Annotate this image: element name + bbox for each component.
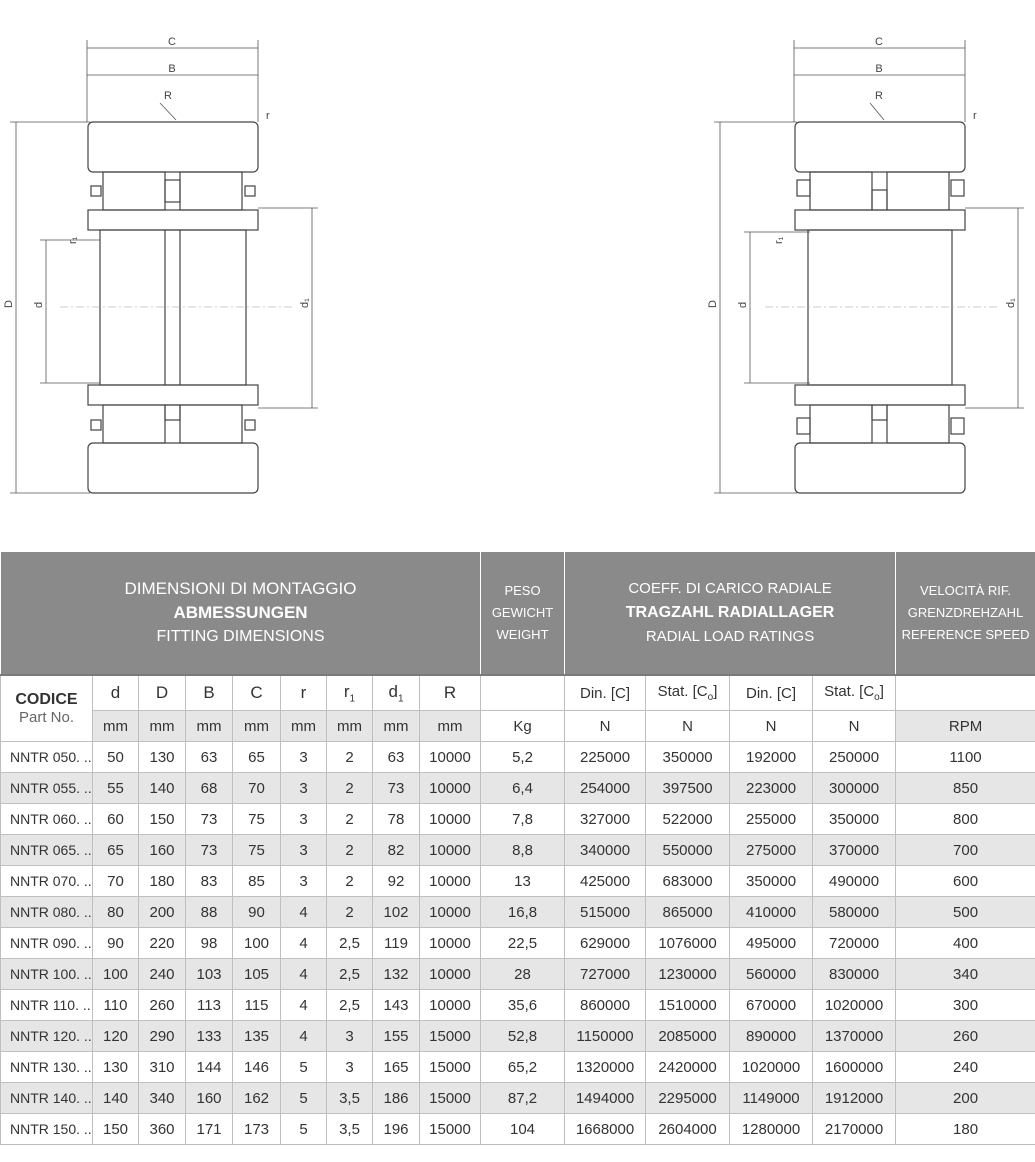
table-row [1,866,1035,897]
dim-label-r1: r₁ [67,236,79,244]
cell-din2: 1020000 [730,1052,813,1083]
cell-code: NNTR 100. .. [1,959,93,990]
unit-r: mm [281,711,327,742]
cell-speed: 300 [896,990,1035,1021]
cell-weight: 7,8 [481,804,565,835]
cell-din2: 255000 [730,804,813,835]
cell-C: 115 [233,990,281,1021]
cell-din1: 254000 [565,773,646,804]
unit-B: mm [186,711,233,742]
cell-d1: 82 [373,835,420,866]
cell-r: 3 [281,804,327,835]
dim-label-C: C [168,36,176,48]
cell-d: 65 [93,835,139,866]
cell-din1: 425000 [565,866,646,897]
cell-C: 146 [233,1052,281,1083]
cell-weight: 16,8 [481,897,565,928]
cell-C: 135 [233,1021,281,1052]
cell-R: 10000 [420,835,481,866]
cell-d1: 78 [373,804,420,835]
dim-label-d1: d₁ [299,298,311,308]
col-header-C: C [233,675,281,711]
cell-C: 65 [233,742,281,773]
dim-label-B: B [875,63,883,75]
cell-d1: 155 [373,1021,420,1052]
table-row [1,928,1035,959]
cell-C: 75 [233,804,281,835]
cell-R: 10000 [420,959,481,990]
cell-speed: 800 [896,804,1035,835]
dim-label-B: B [168,63,176,75]
cell-B: 83 [186,866,233,897]
col-header-stat2-base: Stat. [C [824,683,875,700]
dim-label-d: d [737,301,749,308]
cell-din2: 495000 [730,928,813,959]
group-fitting-dimensions [1,552,481,676]
cell-din1: 340000 [565,835,646,866]
cell-D: 160 [139,835,186,866]
cell-weight: 28 [481,959,565,990]
unit-stat1: N [646,711,730,742]
unit-d: mm [93,711,139,742]
cell-d1: 186 [373,1083,420,1114]
table-row [1,897,1035,928]
cell-speed: 400 [896,928,1035,959]
cell-weight: 6,4 [481,773,565,804]
cell-R: 15000 [420,1114,481,1145]
cell-C: 162 [233,1083,281,1114]
col-header-stat2 [813,675,896,711]
cell-B: 113 [186,990,233,1021]
group-fitting-de: ABMESSUNGEN [173,603,308,622]
table-row [1,773,1035,804]
unit-din1: N [565,711,646,742]
cell-speed: 850 [896,773,1035,804]
cell-code: NNTR 065. .. [1,835,93,866]
cell-r1: 2 [327,804,373,835]
cell-stat2: 830000 [813,959,896,990]
cell-speed: 600 [896,866,1035,897]
col-header-r1-sub: 1 [349,693,356,705]
cell-stat1: 1230000 [646,959,730,990]
cell-din2: 350000 [730,866,813,897]
cell-weight: 35,6 [481,990,565,1021]
cell-din1: 727000 [565,959,646,990]
cell-R: 10000 [420,742,481,773]
col-header-stat1 [646,675,730,711]
table-row [1,1083,1035,1114]
cell-d: 140 [93,1083,139,1114]
cell-r: 5 [281,1114,327,1145]
cell-B: 63 [186,742,233,773]
unit-weight: Kg [481,711,565,742]
cell-R: 15000 [420,1021,481,1052]
cell-d1: 92 [373,866,420,897]
unit-R: mm [420,711,481,742]
cell-d: 70 [93,866,139,897]
col-header-stat1-end: ] [713,683,718,700]
cell-d1: 119 [373,928,420,959]
cell-C: 85 [233,866,281,897]
cell-code: NNTR 130. .. [1,1052,93,1083]
cell-B: 88 [186,897,233,928]
cell-speed: 340 [896,959,1035,990]
cell-stat1: 865000 [646,897,730,928]
cell-D: 180 [139,866,186,897]
cell-stat2: 1912000 [813,1083,896,1114]
cell-din1: 1150000 [565,1021,646,1052]
cell-C: 70 [233,773,281,804]
col-header-speed [896,675,1035,711]
cell-r: 3 [281,866,327,897]
col-header-r1 [327,675,373,711]
cell-r1: 3 [327,1021,373,1052]
cell-B: 98 [186,928,233,959]
cell-code: NNTR 120. .. [1,1021,93,1052]
cell-d: 60 [93,804,139,835]
cell-r1: 2,5 [327,959,373,990]
bearing-drawings [0,0,1035,545]
cell-stat2: 350000 [813,804,896,835]
group-load-de: TRAGZAHL RADIALLAGER [625,604,835,621]
dim-label-r: r [266,110,270,122]
cell-C: 90 [233,897,281,928]
group-header-row [1,552,1035,676]
cell-B: 171 [186,1114,233,1145]
cell-C: 105 [233,959,281,990]
group-weight [481,552,565,676]
cell-d1: 63 [373,742,420,773]
cell-d: 55 [93,773,139,804]
cell-weight: 5,2 [481,742,565,773]
cell-r: 3 [281,742,327,773]
col-header-stat2-sub: o [874,692,880,703]
cell-r: 4 [281,928,327,959]
cell-weight: 104 [481,1114,565,1145]
cell-R: 10000 [420,804,481,835]
cell-C: 173 [233,1114,281,1145]
cell-D: 340 [139,1083,186,1114]
cell-B: 73 [186,835,233,866]
dim-label-D: D [3,300,15,308]
cell-stat1: 522000 [646,804,730,835]
cell-speed: 1100 [896,742,1035,773]
cell-weight: 22,5 [481,928,565,959]
cell-D: 260 [139,990,186,1021]
cell-din1: 860000 [565,990,646,1021]
cell-din2: 1280000 [730,1114,813,1145]
cell-stat2: 720000 [813,928,896,959]
cell-code: NNTR 090. .. [1,928,93,959]
table-row [1,1021,1035,1052]
cell-B: 103 [186,959,233,990]
cell-code: NNTR 050. .. [1,742,93,773]
cell-r1: 2 [327,773,373,804]
partno-label: Part No. [18,709,75,726]
cell-r: 4 [281,897,327,928]
cell-d1: 73 [373,773,420,804]
cell-B: 73 [186,804,233,835]
cell-stat1: 683000 [646,866,730,897]
col-header-weight [481,675,565,711]
cell-r1: 2 [327,897,373,928]
cell-D: 310 [139,1052,186,1083]
unit-din2: N [730,711,813,742]
cell-r: 4 [281,1021,327,1052]
col-header-din2: Din. [C] [730,675,813,711]
cell-D: 220 [139,928,186,959]
cell-r: 3 [281,835,327,866]
cell-stat2: 1370000 [813,1021,896,1052]
cell-stat1: 1510000 [646,990,730,1021]
dim-label-d1: d₁ [1005,298,1017,308]
dim-label-r1: r₁ [773,236,785,244]
group-speed-it: VELOCITÀ RIF. [920,583,1012,598]
group-speed-en: REFERENCE SPEED [901,627,1030,642]
cell-d: 120 [93,1021,139,1052]
col-header-r1-base: r [343,681,350,701]
group-fitting-it: DIMENSIONI DI MONTAGGIO [124,579,357,598]
cell-stat2: 1020000 [813,990,896,1021]
cell-stat1: 2420000 [646,1052,730,1083]
table-row [1,742,1035,773]
cell-speed: 240 [896,1052,1035,1083]
unit-row [1,711,1035,742]
cell-stat1: 350000 [646,742,730,773]
cell-code: NNTR 060. .. [1,804,93,835]
cell-stat2: 370000 [813,835,896,866]
dim-label-D: D [707,300,719,308]
cell-code: NNTR 110. .. [1,990,93,1021]
cell-stat1: 1076000 [646,928,730,959]
unit-r1: mm [327,711,373,742]
cell-D: 290 [139,1021,186,1052]
col-header-stat1-sub: o [707,692,714,703]
cell-din1: 225000 [565,742,646,773]
codice-header [1,675,93,742]
cell-r1: 2 [327,835,373,866]
cell-D: 130 [139,742,186,773]
table-row [1,1052,1035,1083]
col-header-d1-base: d [388,681,398,701]
cell-stat1: 397500 [646,773,730,804]
table-row [1,804,1035,835]
cell-r1: 2 [327,866,373,897]
group-weight-it: PESO [504,583,541,598]
col-header-B: B [186,675,233,711]
cell-din2: 670000 [730,990,813,1021]
cell-weight: 65,2 [481,1052,565,1083]
cell-r: 3 [281,773,327,804]
unit-C: mm [233,711,281,742]
unit-D: mm [139,711,186,742]
cell-R: 15000 [420,1083,481,1114]
cell-code: NNTR 140. .. [1,1083,93,1114]
cell-R: 15000 [420,1052,481,1083]
cell-d: 100 [93,959,139,990]
cell-d1: 196 [373,1114,420,1145]
cell-din1: 1494000 [565,1083,646,1114]
cell-d: 90 [93,928,139,959]
cell-din1: 515000 [565,897,646,928]
spec-table [0,551,1035,1145]
cell-stat2: 300000 [813,773,896,804]
cell-D: 150 [139,804,186,835]
cell-r1: 2 [327,742,373,773]
symbol-row [1,675,1035,711]
cell-code: NNTR 080. .. [1,897,93,928]
cell-stat1: 550000 [646,835,730,866]
cell-r: 4 [281,959,327,990]
cell-weight: 52,8 [481,1021,565,1052]
cell-B: 144 [186,1052,233,1083]
col-header-stat1-base: Stat. [C [657,683,708,700]
group-fitting-en: FITTING DIMENSIONS [156,628,325,645]
group-speed-de: GRENZDREHZAHL [907,605,1024,620]
codice-label: CODICE [15,691,78,708]
cell-r1: 3,5 [327,1114,373,1145]
cell-stat2: 490000 [813,866,896,897]
unit-speed: RPM [896,711,1035,742]
dim-label-d: d [33,301,45,308]
cell-stat1: 2295000 [646,1083,730,1114]
cell-din1: 1668000 [565,1114,646,1145]
cell-R: 10000 [420,866,481,897]
cell-C: 75 [233,835,281,866]
cell-din2: 410000 [730,897,813,928]
cell-stat1: 2604000 [646,1114,730,1145]
group-speed [896,552,1035,676]
cell-din1: 327000 [565,804,646,835]
cell-weight: 13 [481,866,565,897]
cell-din2: 560000 [730,959,813,990]
col-header-d1-sub: 1 [397,693,404,705]
cell-weight: 87,2 [481,1083,565,1114]
col-header-d: d [93,675,139,711]
col-header-r: r [281,675,327,711]
cell-d: 80 [93,897,139,928]
cell-D: 240 [139,959,186,990]
cell-r: 5 [281,1083,327,1114]
dim-label-r: r [973,110,977,122]
group-load-en: RADIAL LOAD RATINGS [645,628,815,645]
cell-speed: 700 [896,835,1035,866]
group-weight-de: GEWICHT [491,605,554,620]
cell-r1: 3 [327,1052,373,1083]
cell-speed: 260 [896,1021,1035,1052]
cell-din2: 1149000 [730,1083,813,1114]
drawing-right [707,36,1024,493]
col-header-d1 [373,675,420,711]
cell-d: 110 [93,990,139,1021]
dim-label-C: C [875,36,883,48]
dim-label-R: R [875,90,883,102]
cell-r1: 3,5 [327,1083,373,1114]
cell-stat2: 1600000 [813,1052,896,1083]
cell-d: 130 [93,1052,139,1083]
cell-B: 68 [186,773,233,804]
unit-stat2: N [813,711,896,742]
cell-d1: 143 [373,990,420,1021]
cell-d1: 102 [373,897,420,928]
cell-D: 140 [139,773,186,804]
col-header-din1: Din. [C] [565,675,646,711]
cell-weight: 8,8 [481,835,565,866]
dim-label-R: R [164,90,172,102]
cell-d1: 165 [373,1052,420,1083]
cell-din1: 1320000 [565,1052,646,1083]
cell-d: 50 [93,742,139,773]
col-header-R: R [420,675,481,711]
cell-speed: 500 [896,897,1035,928]
cell-R: 10000 [420,928,481,959]
col-header-stat2-end: ] [879,683,884,700]
table-row [1,959,1035,990]
cell-D: 200 [139,897,186,928]
cell-r: 4 [281,990,327,1021]
cell-din2: 192000 [730,742,813,773]
cell-R: 10000 [420,897,481,928]
cell-d1: 132 [373,959,420,990]
cell-din2: 275000 [730,835,813,866]
table-row [1,1114,1035,1145]
cell-r1: 2,5 [327,990,373,1021]
group-load-ratings [565,552,896,676]
cell-stat1: 2085000 [646,1021,730,1052]
cell-B: 160 [186,1083,233,1114]
cell-D: 360 [139,1114,186,1145]
cell-C: 100 [233,928,281,959]
cell-din2: 223000 [730,773,813,804]
cell-speed: 180 [896,1114,1035,1145]
cell-din1: 629000 [565,928,646,959]
cell-B: 133 [186,1021,233,1052]
cell-speed: 200 [896,1083,1035,1114]
cell-stat2: 250000 [813,742,896,773]
unit-d1: mm [373,711,420,742]
group-weight-en: WEIGHT [496,627,549,642]
cell-din2: 890000 [730,1021,813,1052]
cell-d: 150 [93,1114,139,1145]
cell-stat2: 2170000 [813,1114,896,1145]
col-header-D: D [139,675,186,711]
cell-code: NNTR 070. .. [1,866,93,897]
cell-code: NNTR 055. .. [1,773,93,804]
cell-r: 5 [281,1052,327,1083]
cell-R: 10000 [420,773,481,804]
cell-stat2: 580000 [813,897,896,928]
cell-R: 10000 [420,990,481,1021]
group-load-it: COEFF. DI CARICO RADIALE [628,580,832,597]
table-row [1,990,1035,1021]
table-row [1,835,1035,866]
cell-code: NNTR 150. .. [1,1114,93,1145]
drawing-left [3,36,318,493]
cell-r1: 2,5 [327,928,373,959]
